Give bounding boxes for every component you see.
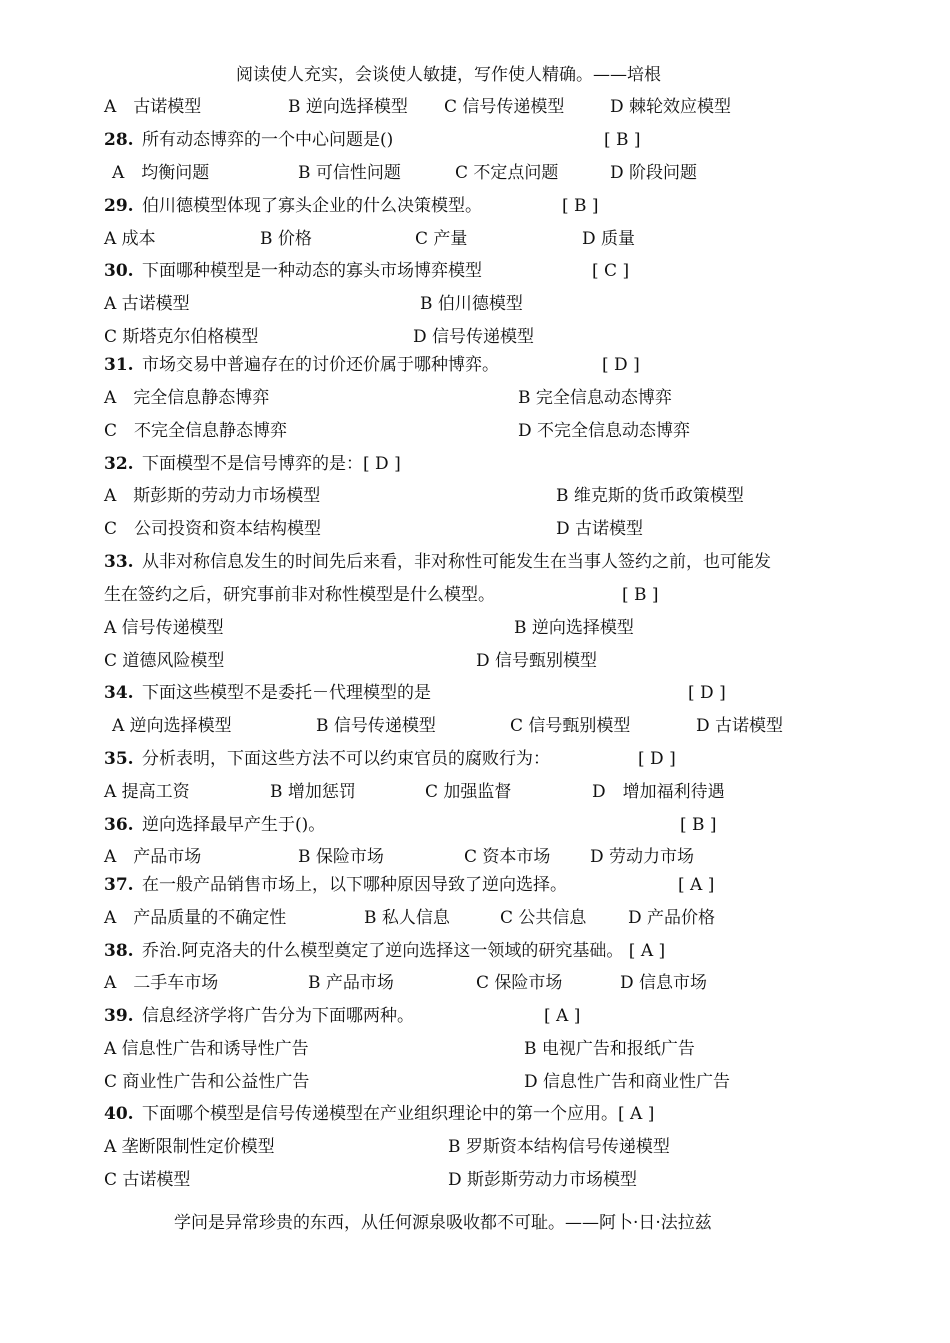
q35-text: 分析表明，下面这些方法不可以约束官员的腐败行为： [142,749,550,769]
q28-answer: [ B ] [604,130,641,150]
q37-text: 在一般产品销售市场上，以下哪种原因导致了逆向选择。 [142,875,567,895]
header-quote: 阅读使人充实，会谈使人敏捷，写作使人精确。——培根 [236,65,661,85]
q33-text-line1: 从非对称信息发生的时间先后来看，非对称性可能发生在当事人签约之前，也可能发 [142,552,771,572]
q39-option-a: A 信息性广告和诱导性广告 [104,1039,309,1059]
q32-option-c: C 公司投资和资本结构模型 [104,519,322,539]
q27-option-c: C 信号传递模型 [444,97,565,117]
q28-option-a: A 均衡问题 [112,163,210,183]
q37-option-c: C 公共信息 [500,908,587,928]
q28-option-b: B 可信性问题 [298,163,401,183]
q36-option-b: B 保险市场 [298,847,384,867]
q33-answer: [ B ] [622,585,659,605]
q39-text: 信息经济学将广告分为下面哪两种。 [142,1006,414,1026]
q34-number: 34. [104,683,134,703]
q36-text: 逆向选择最早产生于()。 [142,815,326,835]
q28-option-d: D 阶段问题 [610,163,698,183]
q40-option-c: C 古诺模型 [104,1170,191,1190]
q38-option-d: D 信息市场 [620,973,708,993]
q34-option-d: D 古诺模型 [696,716,784,736]
q29-number: 29. [104,196,134,216]
q37-option-d: D 产品价格 [628,908,716,928]
q31-answer: [ D ] [602,355,640,375]
q37-option-b: B 私人信息 [364,908,450,928]
q40-text: 下面哪个模型是信号传递模型在产业组织理论中的第一个应用。[ A ] [142,1104,655,1124]
q34-text: 下面这些模型不是委托－代理模型的是 [142,683,431,703]
q36-option-c: C 资本市场 [464,847,551,867]
q33-text-line2: 生在签约之后，研究事前非对称性模型是什么模型。 [104,585,495,605]
q30-option-d: D 信号传递模型 [413,327,535,347]
q40-option-b: B 罗斯资本结构信号传递模型 [448,1137,670,1157]
q28-text: 所有动态博弈的一个中心问题是() [142,130,394,150]
q37-number: 37. [104,875,134,895]
q40-number: 40. [104,1104,134,1124]
q31-option-a: A 完全信息静态博弈 [104,388,270,408]
q29-option-b: B 价格 [260,229,312,249]
q38-option-b: B 产品市场 [308,973,394,993]
q36-answer: [ B ] [680,815,717,835]
q31-number: 31. [104,355,134,375]
q34-answer: [ D ] [688,683,726,703]
q34-option-a: A 逆向选择模型 [112,716,232,736]
q33-option-c: C 道德风险模型 [104,651,225,671]
q37-option-a: A 产品质量的不确定性 [104,908,287,928]
q32-option-d: D 古诺模型 [556,519,644,539]
q38-option-a: A 二手车市场 [104,973,219,993]
q30-number: 30. [104,261,134,281]
q33-option-b: B 逆向选择模型 [514,618,634,638]
q34-option-c: C 信号甄别模型 [510,716,631,736]
q39-option-c: C 商业性广告和公益性广告 [104,1072,310,1092]
q29-text: 伯川德模型体现了寡头企业的什么决策模型。 [142,196,482,216]
q28-number: 28. [104,130,134,150]
footer-quote: 学问是异常珍贵的东西，从任何源泉吸收都不可耻。——阿卜·日·法拉兹 [174,1213,712,1233]
q27-option-d: D 棘轮效应模型 [610,97,732,117]
q33-option-d: D 信号甄别模型 [476,651,598,671]
q28-option-c: C 不定点问题 [455,163,559,183]
q35-answer: [ D ] [638,749,676,769]
q39-number: 39. [104,1006,134,1026]
q38-text: 乔治.阿克洛夫的什么模型奠定了逆向选择这一领域的研究基础。 [ A ] [142,941,666,961]
q27-option-b: B 逆向选择模型 [288,97,408,117]
q33-number: 33. [104,552,134,572]
q35-option-a: A 提高工资 [104,782,190,802]
q32-option-b: B 维克斯的货币政策模型 [556,486,744,506]
q27-option-a: A 古诺模型 [104,97,202,117]
q38-number: 38. [104,941,134,961]
q30-option-b: B 伯川德模型 [420,294,523,314]
q34-option-b: B 信号传递模型 [316,716,436,736]
q29-option-d: D 质量 [582,229,636,249]
q30-answer: [ C ] [592,261,630,281]
q30-option-c: C 斯塔克尔伯格模型 [104,327,259,347]
q30-option-a: A 古诺模型 [104,294,190,314]
q29-answer: [ B ] [562,196,599,216]
q32-number: 32. [104,454,134,474]
q39-answer: [ A ] [544,1006,581,1026]
q35-number: 35. [104,749,134,769]
q31-option-d: D 不完全信息动态博弈 [518,421,691,441]
q39-option-d: D 信息性广告和商业性广告 [524,1072,731,1092]
q35-option-c: C 加强监督 [425,782,512,802]
q33-option-a: A 信号传递模型 [104,618,224,638]
q36-option-a: A 产品市场 [104,847,202,867]
q31-option-b: B 完全信息动态博弈 [518,388,672,408]
q31-option-c: C 不完全信息静态博弈 [104,421,288,441]
q37-answer: [ A ] [678,875,715,895]
q30-text: 下面哪种模型是一种动态的寡头市场博弈模型 [142,261,482,281]
q31-text: 市场交易中普遍存在的讨价还价属于哪种博弈。 [142,355,499,375]
q39-option-b: B 电视广告和报纸广告 [524,1039,695,1059]
q40-option-a: A 垄断限制性定价模型 [104,1137,275,1157]
q38-option-c: C 保险市场 [476,973,563,993]
q36-number: 36. [104,815,134,835]
q35-option-d: D 增加福利待遇 [592,782,725,802]
q32-text: 下面模型不是信号博弈的是：[ D ] [142,454,401,474]
q35-option-b: B 增加惩罚 [270,782,356,802]
q36-option-d: D 劳动力市场 [590,847,695,867]
q40-option-d: D 斯彭斯劳动力市场模型 [448,1170,638,1190]
q29-option-a: A 成本 [104,229,156,249]
q32-option-a: A 斯彭斯的劳动力市场模型 [104,486,321,506]
q29-option-c: C 产量 [415,229,468,249]
